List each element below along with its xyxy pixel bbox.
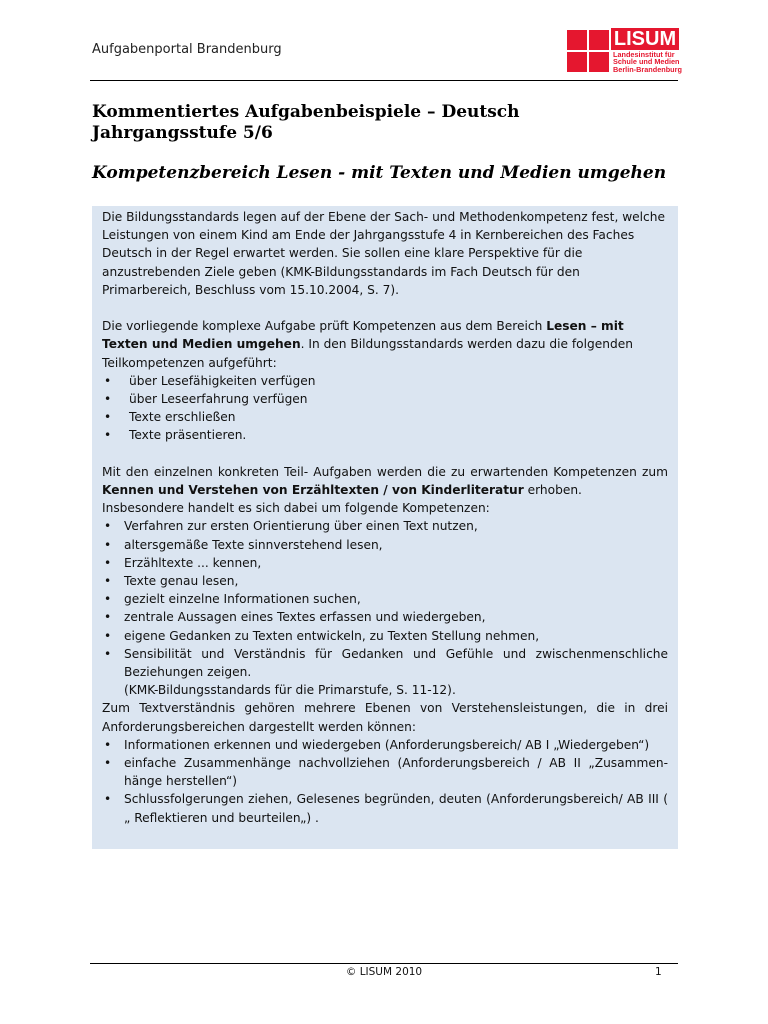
list-item: • Texte erschließen [104,410,236,425]
logo-wordmark: LISUM [611,28,679,50]
list-item: • Sensibilität und Verständnis für Gedanken und Gefühle und zwischenmenschliche Beziehungen zeigen. [104,646,668,680]
sub-competence-list [102,372,668,445]
competence-paragraph: Mit den einzelnen konkreten Teil- Aufgaben werden die zu erwartenden Kompetenzen zum Kennen und Verstehen von Erzähltexten / von Kinderliteratur erhoben. [102,464,668,498]
info-box [92,206,678,849]
task-paragraph: Die vorliegende komplexe Aufgabe prüft Kompetenzen aus dem Bereich Lesen – mit Texten und Medien umgehen. In den Bildungsstandards werden dazu die folgenden Teilkompetenzen aufgeführt: [102,319,633,370]
list-item: • eigene Gedanken zu Texten entwickeln, zu Texten Stellung nehmen, [104,628,540,643]
list-item: • über Lesefähigkeiten verfügen [104,373,316,388]
competence-intro: Insbesondere handelt es sich dabei um folgende Kompetenzen: [102,501,490,516]
intro-paragraph: Die Bildungsstandards legen auf der Ebene der Sach- und Methodenkompetenz fest, welche Leistungen von einem Kind am Ende der Jahrgangsstufe 4 in Kernbereichen des Faches Deutsch in der Regel erwartet werden. Sie sollen eine klare Perspektive für die anzustrebenden Ziele geben (KMK-Bildungsstandards im Fach Deutsch für den Primarbereich, Beschluss vom 15.10.2004, S. 7). [102,210,665,297]
list-item: • Texte genau lesen, [104,574,239,589]
header-portal-title: Aufgabenportal Brandenburg [92,42,282,57]
requirement-levels-list [102,736,668,827]
footer-copyright: © LISUM 2010 [345,966,423,978]
page-number: 1 [655,966,662,978]
reference-note: (KMK-Bildungsstandards für die Primarstufe, S. 11-12). [124,683,456,698]
list-item: • gezielt einzelne Informationen suchen, [104,592,361,607]
list-item: • Informationen erkennen und wiedergeben (Anforderungsbereich/ AB I „Wiedergeben“) [104,737,650,752]
levels-paragraph: Zum Textverständnis gehören mehrere Ebenen von Verstehensleistungen, die in drei Anforderungsbereichen dargestellt werden können: [102,701,668,734]
list-item: • Erzähltexte ... kennen, [104,555,262,570]
list-item: • zentrale Aussagen eines Textes erfassen und wiedergeben, [104,610,486,625]
document-subtitle: Kompetenzbereich Lesen - mit Texten und Medien umgehen [92,163,667,183]
document-title: Kommentiertes Aufgabenbeispiele – Deutsch Jahrgangsstufe 5/6 [92,102,520,143]
logo-blocks-icon [567,30,609,72]
header-divider [90,80,678,81]
logo-subtitle: Landesinstitut für Schule und Medien Berlin-Brandenburg [613,50,682,74]
list-item: • Schlussfolgerungen ziehen, Gelesenes begründen, deuten (Anforderungsbereich/ AB III ( „ Reflektieren und beurteilen„) . [104,792,668,825]
list-item: • über Leseerfahrung verfügen [104,392,308,407]
list-item: • altersgemäße Texte sinnverstehend lesen, [104,537,383,552]
competence-list [102,517,668,681]
list-item: • Texte präsentieren. [104,428,247,443]
list-item: • Verfahren zur ersten Orientierung über einen Text nutzen, [104,519,478,534]
list-item: • einfache Zusammenhänge nachvollziehen (Anforderungsbereich / AB II „Zusammen-hänge herstellen“) [104,756,668,789]
footer-divider [90,963,678,964]
lisum-logo [567,28,682,74]
